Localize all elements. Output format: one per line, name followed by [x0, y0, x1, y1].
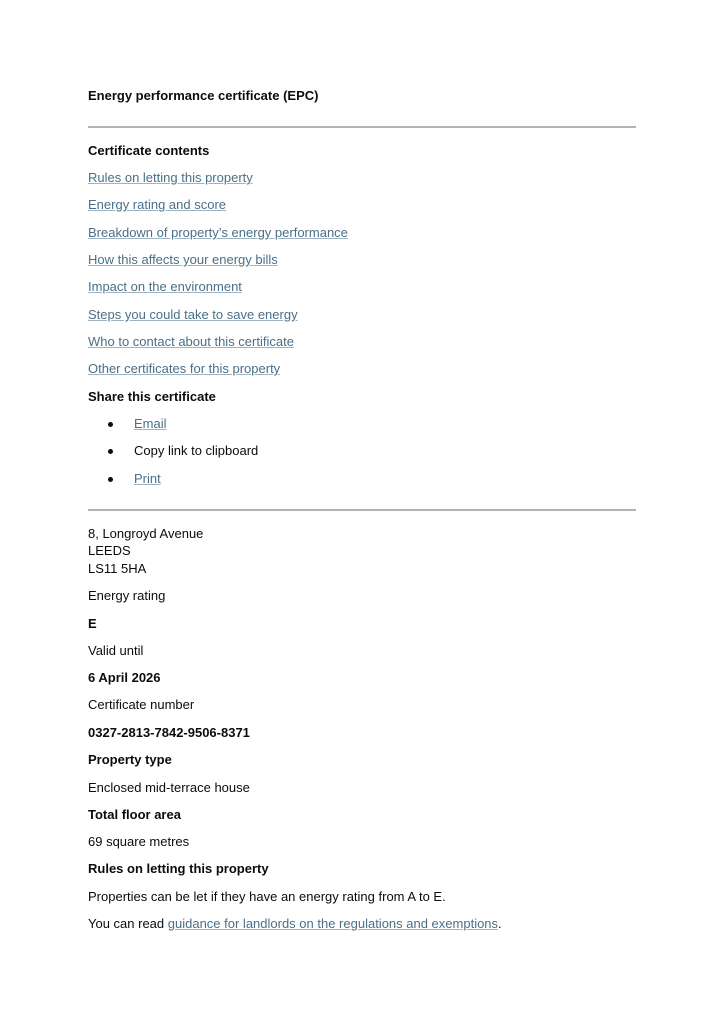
- letting-rules-heading: Rules on letting this property: [88, 861, 269, 876]
- guidance-suffix: .: [498, 916, 502, 931]
- contents-link-energy-bills[interactable]: How this affects your energy bills: [88, 252, 278, 267]
- address-postcode: LS11 5HA: [88, 561, 147, 576]
- share-copy-link-button[interactable]: Copy link to clipboard: [134, 443, 259, 458]
- divider-top: [88, 126, 636, 128]
- address-line-1: 8, Longroyd Avenue: [88, 526, 204, 541]
- divider-middle: [88, 509, 636, 511]
- contents-link-environment[interactable]: Impact on the environment: [88, 279, 242, 294]
- energy-rating-label: Energy rating: [88, 588, 166, 603]
- energy-rating-value: E: [88, 616, 97, 631]
- share-email-link[interactable]: Email: [134, 416, 167, 431]
- contents-heading: Certificate contents: [88, 143, 210, 158]
- contents-link-breakdown[interactable]: Breakdown of property’s energy performance: [88, 225, 348, 240]
- share-heading: Share this certificate: [88, 389, 216, 404]
- certificate-number-value: 0327-2813-7842-9506-8371: [88, 725, 250, 740]
- contents-link-letting-rules[interactable]: Rules on letting this property: [88, 170, 253, 185]
- bullet-icon: [108, 422, 113, 427]
- contents-link-save-energy[interactable]: Steps you could take to save energy: [88, 307, 298, 322]
- floor-area-label: Total floor area: [88, 807, 181, 822]
- valid-until-value: 6 April 2026: [88, 670, 161, 685]
- property-type-value: Enclosed mid-terrace house: [88, 780, 250, 795]
- certificate-number-label: Certificate number: [88, 697, 195, 712]
- contents-link-energy-rating[interactable]: Energy rating and score: [88, 197, 227, 212]
- contents-link-contact[interactable]: Who to contact about this certificate: [88, 334, 294, 349]
- property-type-label: Property type: [88, 752, 172, 767]
- address-line-2: LEEDS: [88, 543, 131, 558]
- guidance-paragraph: [88, 916, 502, 932]
- contents-link-other-certificates[interactable]: Other certificates for this property: [88, 361, 281, 376]
- letting-rules-text: Properties can be let if they have an energy rating from A to E.: [88, 889, 446, 904]
- guidance-link[interactable]: guidance for landlords on the regulations and exemptions: [167, 916, 499, 931]
- page-title: Energy performance certificate (EPC): [88, 88, 319, 103]
- share-print-link[interactable]: Print: [134, 471, 161, 486]
- bullet-icon: [108, 449, 113, 454]
- bullet-icon: [108, 477, 113, 482]
- floor-area-value: 69 square metres: [88, 834, 190, 849]
- valid-until-label: Valid until: [88, 643, 144, 658]
- guidance-prefix: You can read: [88, 916, 168, 931]
